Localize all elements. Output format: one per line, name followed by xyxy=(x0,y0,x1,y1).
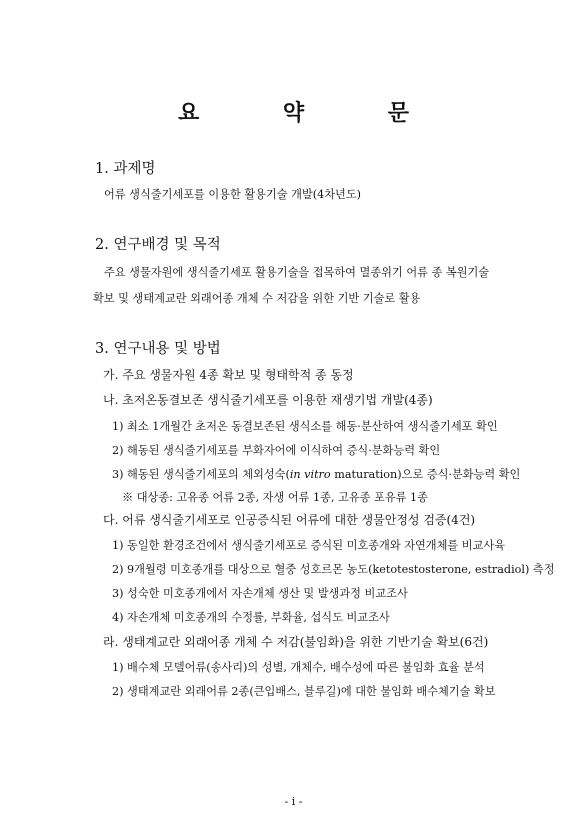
section-1-line: 어류 생식줄기세포를 이용한 활용기술 개발(4차년도) xyxy=(104,188,362,201)
section-heading-1: 1. 과제명 xyxy=(95,161,156,177)
section-heading-3: 3. 연구내용 및 방법 xyxy=(95,341,221,357)
page-title: 요 약 문 xyxy=(177,101,448,126)
item-na-note: ※ 대상종: 고유종 어류 2종, 자생 어류 1종, 고유종 포유류 1종 xyxy=(122,491,428,504)
item-da-4: 4) 자손개체 미호종개의 수정률, 부화율, 섭식도 비교조사 xyxy=(112,611,390,624)
section-heading-2: 2. 연구배경 및 목적 xyxy=(95,237,221,253)
item-da: 다. 어류 생식줄기세포로 인공증식된 어류에 대한 생물안정성 검증(4건) xyxy=(103,513,476,527)
section-2-line-1: 주요 생물자원에 생식줄기세포 활용기술을 접목하여 멸종위기 어류 종 복원기술 xyxy=(104,266,490,279)
item-na-2: 2) 해동된 생식줄기세포를 부화자어에 이식하여 증식·분화능력 확인 xyxy=(112,444,441,457)
item-da-3: 3) 성숙한 미호종개에서 자손개체 생산 및 발생과정 비교조사 xyxy=(112,587,408,600)
item-ra: 라. 생태계교란 외래어종 개체 수 저감(불임화)을 위한 기반기술 확보(6건) xyxy=(103,635,489,649)
item-na: 나. 초저온동결보존 생식줄기세포를 이용한 재생기법 개발(4종) xyxy=(103,393,433,407)
item-ga: 가. 주요 생물자원 4종 확보 및 형태학적 종 동정 xyxy=(103,368,354,382)
item-na-1: 1) 최소 1개월간 초저온 동결보존된 생식소를 해동·분산하여 생식줄기세포 확인 xyxy=(112,420,498,433)
section-2-line-2: 확보 및 생태계교란 외래어종 개체 수 저감을 위한 기반 기술로 활용 xyxy=(93,292,421,305)
item-ra-2: 2) 생태계교란 외래어류 2종(큰입배스, 블루길)에 대한 불임화 배수체기술 확보 xyxy=(112,685,496,698)
page-number: - i - xyxy=(284,795,303,808)
item-da-1: 1) 동일한 환경조건에서 생식줄기세포로 증식된 미호종개와 자연개체를 비교사육 xyxy=(112,539,506,552)
item-na-3: 3) 해동된 생식줄기세포의 체외성숙(in vitro maturation)으로 증식·분화능력 확인 xyxy=(112,468,521,481)
item-da-2: 2) 9개월령 미호종개를 대상으로 혈중 성호르몬 농도(ketotestosterone, estradiol) 측정 xyxy=(112,563,555,576)
item-ra-1: 1) 배수체 모델어류(송사리)의 성별, 개체수, 배수성에 따른 불임화 효율 분석 xyxy=(112,661,485,674)
